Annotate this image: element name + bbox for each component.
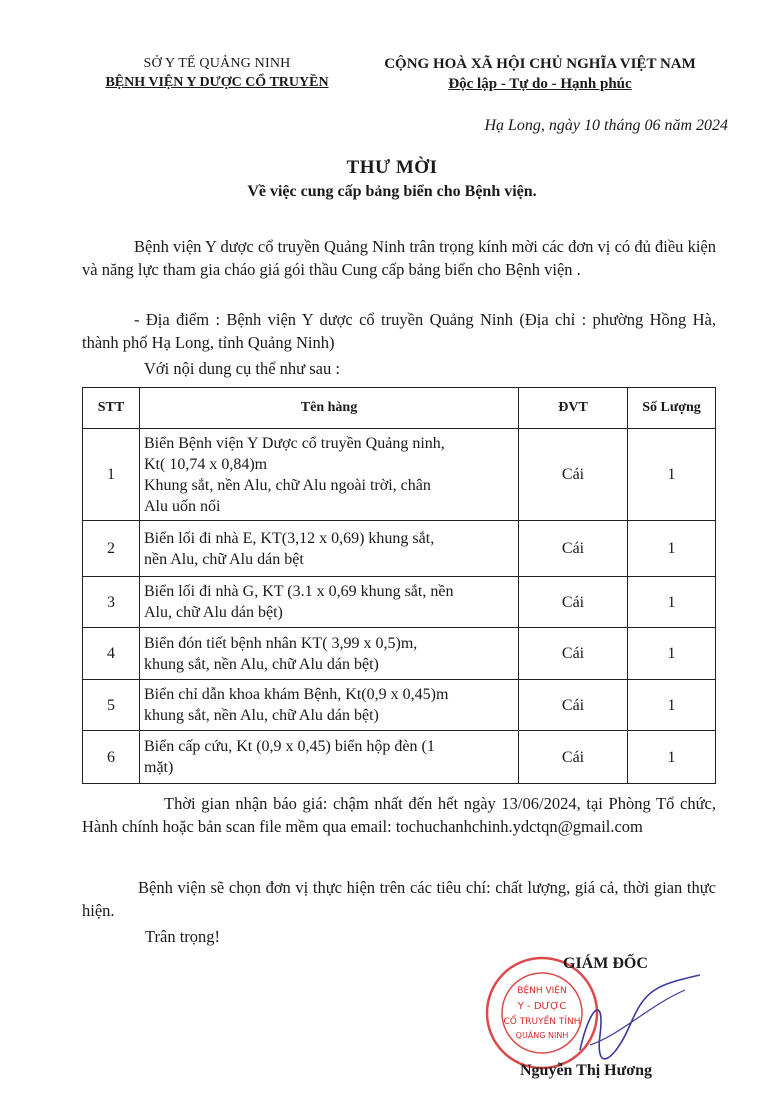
document-title: THƯ MỜI [346,157,438,178]
row-stt: 3 [83,577,140,628]
row-stt: 6 [83,731,140,784]
col-header-name: Tên hàng [140,388,519,429]
closing-text: Trân trọng! [145,927,221,946]
document-date: Hạ Long, ngày 10 tháng 06 năm 2024 [484,117,728,134]
svg-text:BỆNH VIỆN: BỆNH VIỆN [517,986,567,996]
row-name-line: Khung sắt, nền Alu, chữ Alu ngoài trời, chân [144,476,431,494]
row-name-line: Biển đón tiết bệnh nhân KT( 3,99 x 0,5)m, [144,634,418,652]
svg-text:Y - DƯỢC: Y - DƯỢC [517,1001,567,1012]
row-unit: Cái [519,680,628,731]
row-name-line: khung sắt, nền Alu, chữ Alu dán bệt) [144,655,379,673]
row-stt: 5 [83,680,140,731]
document-subtitle: Về việc cung cấp bảng biển cho Bệnh viện. [247,183,537,200]
table-header-row [83,388,716,429]
row-name-line: Kt( 10,74 x 0,84)m [144,455,268,473]
row-unit: Cái [519,521,628,577]
row-stt: 2 [83,521,140,577]
row-name [140,429,519,521]
deadline-text: Thời gian nhận báo giá: chậm nhất đến hết ngày 13/06/2024, tại Phòng Tổ chức, Hành chính hoặc bản scan file mềm qua email: tochuchanhchinh.ydctqn@gmail.com [82,794,716,836]
table-row [83,628,716,680]
row-stt: 4 [83,628,140,680]
row-name-line: Biển lối đi nhà E, KT(3,12 x 0,69) khung sắt, [144,529,435,547]
row-qty: 1 [628,628,716,680]
table-row [83,731,716,784]
content-intro-paragraph [82,357,716,380]
location-paragraph [82,308,716,354]
signer-name: Nguyễn Thị Hương [520,1062,652,1079]
national-motto: Độc lập - Tự do - Hạnh phúc [448,76,632,92]
table-row [83,577,716,628]
row-stt: 1 [83,429,140,521]
row-qty: 1 [628,521,716,577]
row-name [140,628,519,680]
national-title: CỘNG HOÀ XÃ HỘI CHỦ NGHĨA VIỆT NAM [384,56,696,72]
content-intro-text: Với nội dung cụ thể như sau : [144,359,340,378]
table-row [83,521,716,577]
row-unit: Cái [519,577,628,628]
issuer-header [72,54,362,92]
intro-text: Bệnh viện Y dược cổ truyền Quảng Ninh trân trọng kính mời các đơn vị có đủ điều kiện và năng lực tham gia cháo giá gói thầu Cung cấp bảng biển cho Bệnh viện . [82,237,716,279]
row-name [140,731,519,784]
row-unit: Cái [519,628,628,680]
handwritten-signature [560,965,710,1065]
signer-position: GIÁM ĐỐC [563,955,648,972]
deadline-paragraph [82,792,716,838]
issuer-hospital: BỆNH VIỆN Y DƯỢC CỔ TRUYỀN [105,75,329,90]
row-name-line: Alu, chữ Alu dán bệt) [144,604,283,621]
table-row [83,680,716,731]
row-name [140,680,519,731]
national-header [360,54,720,94]
row-unit: Cái [519,429,628,521]
issuer-department: SỞ Y TẾ QUẢNG NINH [143,56,291,71]
row-name-line: Biển Bệnh viện Y Dược cổ truyền Quảng ninh, [144,434,445,452]
row-unit: Cái [519,731,628,784]
row-qty: 1 [628,429,716,521]
col-header-unit: ĐVT [519,388,628,429]
row-name-line: Biển chỉ dẫn khoa khám Bệnh, Kt(0,9 x 0,45)m [144,686,449,703]
row-name [140,577,519,628]
row-name-line: Biển lối đi nhà G, KT (3.1 x 0,69 khung sắt, nền [144,583,454,600]
row-name-line: Biển cấp cứu, Kt (0,9 x 0,45) biển hộp đèn (1 [144,738,435,755]
items-table [82,387,716,784]
svg-text:CỔ TRUYỀN TỈNH: CỔ TRUYỀN TỈNH [503,1017,581,1027]
row-name-line: khung sắt, nền Alu, chữ Alu dán bệt) [144,707,379,724]
row-name [140,521,519,577]
col-header-stt: STT [83,388,140,429]
row-name-line: mặt) [144,759,174,776]
location-text: - Địa điểm : Bệnh viện Y dược cổ truyền Quảng Ninh (Địa chỉ : phường Hồng Hà, thành phố Hạ Long, tỉnh Quảng Ninh) [82,310,716,352]
table-row [83,429,716,521]
row-qty: 1 [628,577,716,628]
svg-text:QUẢNG NINH: QUẢNG NINH [515,1031,569,1040]
criteria-text: Bệnh viện sẽ chọn đơn vị thực hiện trên các tiêu chí: chất lượng, giá cả, thời gian thực hiện. [82,878,716,920]
row-qty: 1 [628,731,716,784]
intro-paragraph [82,235,716,281]
criteria-paragraph [82,876,716,922]
row-qty: 1 [628,680,716,731]
col-header-qty: Số Lượng [628,388,716,429]
row-name-line: Alu uốn nổi [144,497,221,515]
row-name-line: nền Alu, chữ Alu dán bệt [144,550,304,568]
